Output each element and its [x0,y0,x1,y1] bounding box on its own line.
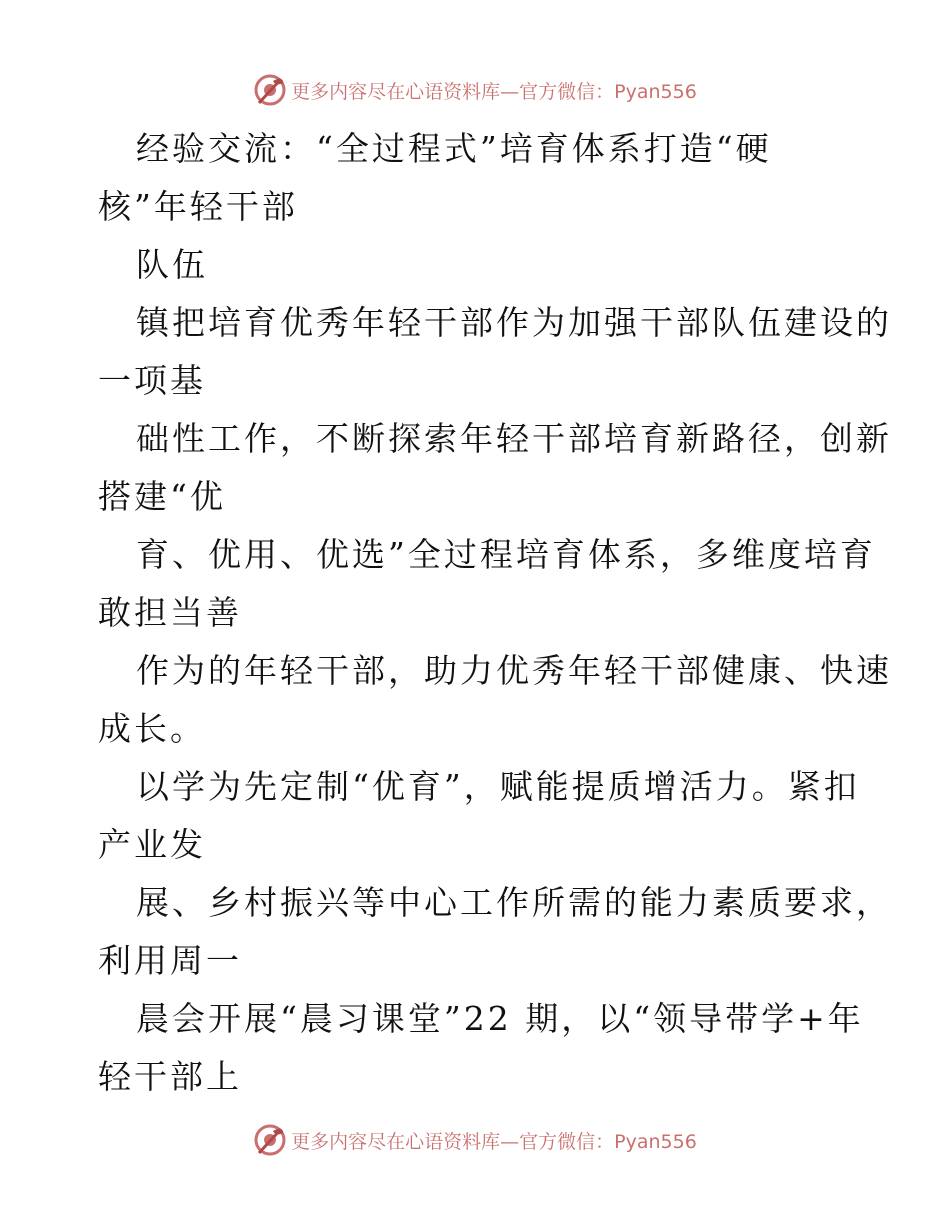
watermark-wechat-id: Pyan556 [614,1130,697,1153]
text-line: 以学为先定制“优育”，赋能提质增活力。紧扣 [136,767,860,806]
text-line: 搭建“优 [98,477,226,516]
text-line: 产业发 [98,825,206,864]
quill-logo-icon [253,1123,287,1157]
text-line: 一项基 [98,361,206,400]
text-line: 成长。 [98,709,206,748]
text-line: 轻干部上 [98,1057,242,1096]
text-line: 利用周一 [98,941,242,980]
watermark-wechat-id: Pyan556 [614,80,697,103]
text-line: 育、优用、优选”全过程培育体系，多维度培育 [136,535,876,574]
text-line: 镇把培育优秀年轻干部作为加强干部队伍建设的 [136,303,892,342]
document-body [98,120,892,1106]
text-line: 核”年轻干部 [98,187,298,226]
text-line: 作为的年轻干部，助力优秀年轻干部健康、快速 [136,651,892,690]
watermark-footer [0,1120,950,1160]
text-line: 敢担当善 [98,593,242,632]
quill-logo-icon [253,73,287,107]
watermark-text: 更多内容尽在心语资料库—官方微信： [291,80,615,103]
text-line: 经验交流：“全过程式”培育体系打造“硬 [136,129,772,168]
watermark-header [0,70,950,110]
text-line: 展、乡村振兴等中心工作所需的能力素质要求， [136,883,892,922]
text-line: 础性工作，不断探索年轻干部培育新路径，创新 [136,419,892,458]
text-line: 队伍 [136,245,208,284]
text-line: 晨会开展“晨习课堂”22 期，以“领导带学+年 [136,999,864,1038]
watermark-text: 更多内容尽在心语资料库—官方微信： [291,1130,615,1153]
